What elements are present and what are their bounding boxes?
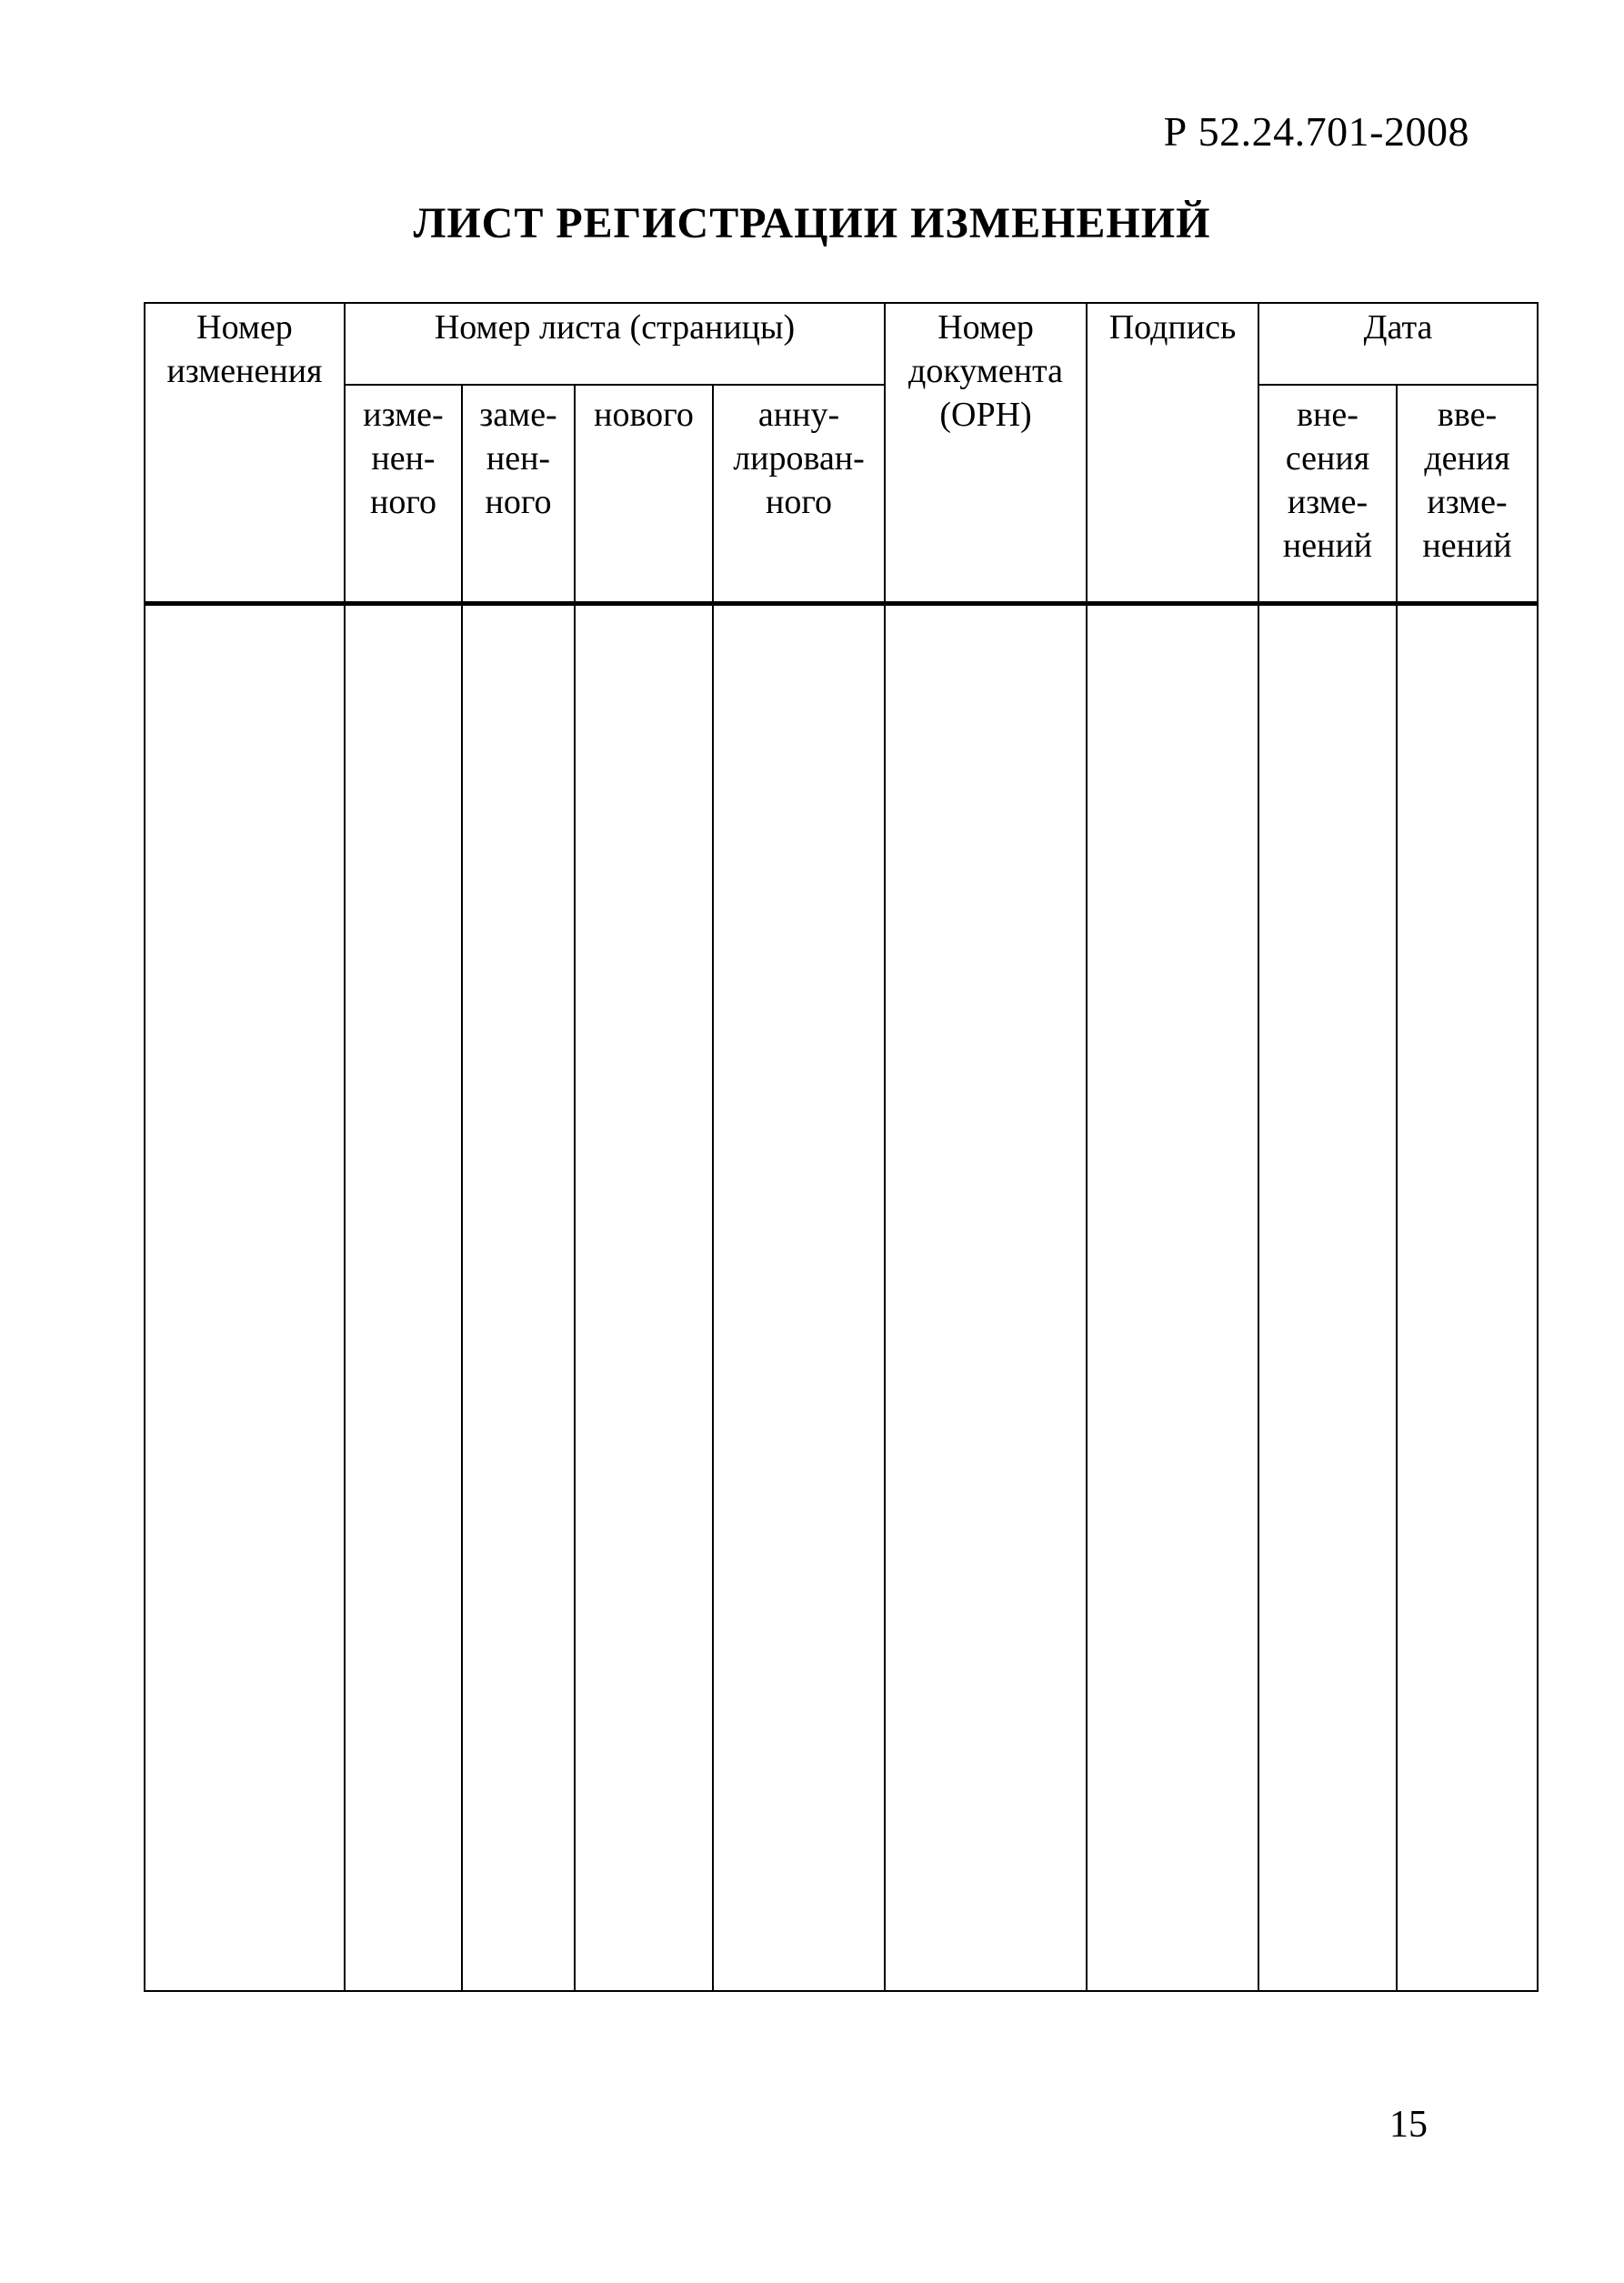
body-cell-replaced	[462, 604, 575, 1992]
header-change-number	[145, 303, 345, 604]
header-date-effective-label: вве- дения изме- нений	[1422, 396, 1512, 565]
page-title: ЛИСТ РЕГИСТРАЦИИ ИЗМЕНЕНИЙ	[413, 199, 1211, 247]
body-cell-new	[575, 604, 713, 1992]
header-row-top	[145, 303, 1538, 385]
header-new-label: нового	[594, 396, 694, 434]
page-number: 15	[1389, 2104, 1428, 2146]
header-document-number-label: Номер документа (ОРН)	[908, 308, 1063, 434]
header-date-group	[1258, 303, 1538, 385]
body-cell-change-number	[145, 604, 345, 1992]
header-change-number-label: Номер изменения	[166, 308, 323, 390]
header-sheet-number-label: Номер листа (страницы)	[434, 308, 796, 347]
body-cell-date-effective	[1397, 604, 1538, 1992]
body-cell-date-entry	[1258, 604, 1397, 1992]
body-cell-changed	[345, 604, 462, 1992]
change-registration-table	[144, 302, 1539, 1992]
body-cell-annulled	[713, 604, 885, 1992]
header-new	[575, 385, 713, 604]
header-annulled-label: анну- лирован- ного	[733, 396, 865, 521]
header-sheet-number-group	[345, 303, 885, 385]
header-changed-label: изме- нен- ного	[363, 396, 444, 521]
header-date-entry	[1258, 385, 1397, 604]
body-cell-signature	[1087, 604, 1258, 1992]
header-replaced-label: заме- нен- ного	[479, 396, 557, 521]
body-cell-document-number	[885, 604, 1087, 1992]
header-changed	[345, 385, 462, 604]
header-annulled	[713, 385, 885, 604]
header-signature	[1087, 303, 1258, 604]
document-code: Р 52.24.701-2008	[1163, 108, 1469, 155]
header-replaced	[462, 385, 575, 604]
header-document-number	[885, 303, 1087, 604]
header-row-sub	[145, 385, 1538, 604]
header-date-entry-label: вне- сения изме- нений	[1282, 396, 1373, 565]
header-date-effective	[1397, 385, 1538, 604]
header-signature-label: Подпись	[1108, 308, 1237, 347]
header-date-label: Дата	[1363, 308, 1433, 347]
table-body-row	[145, 604, 1538, 1992]
